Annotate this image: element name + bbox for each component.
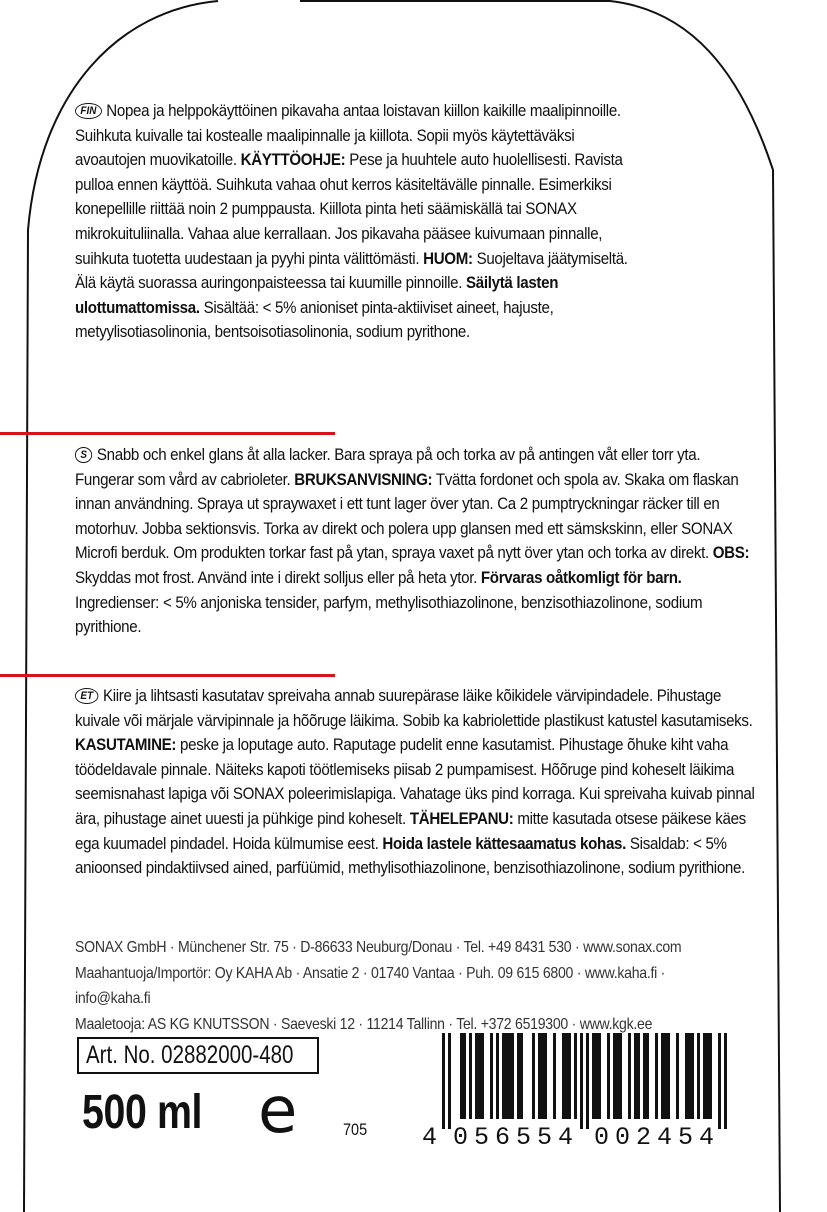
- barcode-bar: [598, 1033, 601, 1119]
- barcode-bar: [685, 1033, 688, 1119]
- swe-warning: Förvaras oåtkomligt för barn.: [480, 567, 682, 587]
- barcode-bar: [442, 1033, 445, 1129]
- barcode-bar: [460, 1033, 463, 1119]
- barcode-bar: [562, 1033, 565, 1119]
- barcode-bar: [520, 1033, 523, 1119]
- barcode-bar: [688, 1033, 691, 1119]
- barcode-bar: [544, 1033, 547, 1119]
- barcode-digit: 5: [678, 1123, 694, 1152]
- barcode-digit: 5: [474, 1123, 490, 1152]
- est-ingredients: Sisaldab: < 5% anioonsed pindaktiivsed ained, parfüümid, methylisothiazolinone, benzisothiazolinone, sodium pyrithione.: [75, 833, 745, 878]
- barcode-bar: [586, 1033, 589, 1129]
- est-note-heading: TÄHELEPANU:: [409, 808, 514, 828]
- est-intro: Kiire ja lihtsasti kasutatav spreivaha annab suurepärase läike kõikidele värvipindadele. Pihustage kuivale või märjale värvipinnale ja hõõruge läikima. Sobib ka kabriolettide plastikust katustel kasutamiseks.: [75, 686, 753, 730]
- est-usage-heading: KASUTAMINE:: [75, 735, 177, 755]
- barcode-digit: 4: [422, 1123, 438, 1152]
- barcode-digit: 0: [594, 1123, 610, 1152]
- barcode-bar: [616, 1033, 619, 1119]
- barcode-bar: [568, 1033, 571, 1119]
- barcode-digits: [418, 1125, 750, 1153]
- barcode-digit: 2: [636, 1123, 652, 1152]
- barcode-bar: [478, 1033, 481, 1119]
- barcode-bar: [463, 1033, 466, 1119]
- barcode-bar: [667, 1033, 670, 1119]
- barcode-bar: [511, 1033, 514, 1119]
- section-divider-red: [0, 674, 335, 677]
- barcode-bar: [553, 1033, 556, 1119]
- barcode-bar: [532, 1033, 535, 1119]
- barcode-bar: [538, 1033, 541, 1119]
- barcode-bar: [517, 1033, 520, 1119]
- fin-intro: Nopea ja helppokäyttöinen pikavaha antaa loistavan kiillon kaikille maalipinnoille. Suihkuta kuivalle tai kostealle maalipinnalle ja kiillota. Sopii myös käytettäväksi avoautojen muovikatoille.: [75, 101, 621, 170]
- barcode-bar: [709, 1033, 712, 1119]
- distributor-line: Maaletooja: AS KG KNUTSSON · Saeveski 12 · 11214 Tallinn · Tel. +372 6519300 · www.kgk.ee: [75, 1015, 653, 1033]
- batch-code: 705: [343, 1120, 368, 1139]
- est-note: mitte kasutada otsese päikese käes ega kuumadel pindadel. Hoida külmumise eest.: [75, 808, 746, 853]
- barcode-digit: 5: [537, 1123, 553, 1152]
- barcode-bar: [706, 1033, 709, 1119]
- barcode-bar: [448, 1033, 451, 1129]
- barcode-bar: [646, 1033, 649, 1119]
- barcode-bar: [481, 1033, 484, 1119]
- finnish-text-block: [75, 99, 647, 345]
- barcode-digit: 5: [516, 1123, 532, 1152]
- company-info: [75, 935, 744, 1037]
- barcode: [418, 1033, 750, 1152]
- fin-note-heading: HUOM:: [423, 248, 473, 268]
- barcode-bar: [508, 1033, 511, 1119]
- est-usage: peske ja loputage auto. Raputage pudelit enne kasutamist. Pihustage õhuke kiht vaha töödeldavale pinnale. Näiteks kapoti töötlemiseks piisab 2 pumpamisest. Hõõruge pind koheselt läikima seemisnahast lapiga või SONAX poleerimislapiga. Vahatage üks pind korraga. Kui spreivaha kuivab pinnal ära, pihustage ainet uuesti ja pühkige pind koheselt.: [75, 735, 755, 828]
- barcode-bar: [724, 1033, 727, 1129]
- swe-note-heading: OBS:: [712, 543, 750, 563]
- barcode-digit: 0: [453, 1123, 469, 1152]
- barcode-bar: [691, 1033, 694, 1119]
- manufacturer-line: SONAX GmbH · Münchener Str. 75 · D-86633 Neuburg/Donau · Tel. +49 8431 530 · www.sonax.com: [75, 939, 682, 956]
- barcode-bar: [697, 1033, 700, 1119]
- barcode-bar: [613, 1033, 616, 1119]
- volume-label: 500 ml: [82, 1086, 203, 1139]
- swe-ingredients: Ingredienser: < 5% anjoniska tensider, parfym, methylisothiazolinone, benzisothiazolinone, sodium pyrithione.: [75, 592, 703, 637]
- barcode-bar: [634, 1033, 637, 1119]
- barcode-bar: [475, 1033, 478, 1119]
- swe-usage-heading: BRUKSANVISNING:: [294, 469, 433, 489]
- barcode-bar: [661, 1033, 664, 1119]
- swe-note: Skyddas mot frost. Använd inte i direkt solljus eller på heta ytor.: [75, 567, 481, 587]
- barcode-bar: [664, 1033, 667, 1119]
- barcode-bar: [541, 1033, 544, 1119]
- language-badge-swe: S: [75, 447, 92, 463]
- barcode-digit: 0: [615, 1123, 631, 1152]
- language-badge-est: ET: [75, 688, 98, 704]
- swedish-text-block: [75, 443, 757, 640]
- barcode-digit: 4: [699, 1123, 715, 1152]
- est-warning: Hoida lastele kättesaamatus kohas.: [382, 833, 627, 853]
- estonian-text-block: [75, 684, 768, 881]
- language-badge-fin: FIN: [75, 103, 102, 119]
- barcode-bar: [643, 1033, 646, 1119]
- barcode-bar: [565, 1033, 568, 1119]
- barcode-bar: [580, 1033, 583, 1129]
- fin-ingredients: Sisältää: < 5% anioniset pinta-aktiiviset aineet, hajuste, metyylisotiasolinonia, bentsoisotiasolinonia, sodium pyrithone.: [75, 297, 554, 342]
- barcode-bar: [496, 1033, 499, 1119]
- barcode-bar: [505, 1033, 508, 1119]
- fin-note: Suojeltava jäätymiseltä. Älä käytä suorassa auringonpaisteessa tai kuumille pinnoille.: [75, 248, 628, 293]
- barcode-bar: [574, 1033, 577, 1119]
- barcode-digit: 4: [558, 1123, 574, 1152]
- swe-usage: Tvätta fordonet och spola av. Skaka om flaskan innan användning. Spraya ut spraywaxet i ett tunt lager över ytan. Ca 2 pumptryckningar räcker till en motorhuv. Jobba sektionsvis. Torka av direkt och polera upp glansen med ett sämskskinn, eller SONAX Microfi berduk. Om produkten torkar fast på ytan, spraya vaxet på nytt över ytan och torka av direkt.: [75, 469, 739, 563]
- barcode-digit: 6: [495, 1123, 511, 1152]
- barcode-digit: 4: [657, 1123, 673, 1152]
- swe-intro: Snabb och enkel glans åt alla lacker. Bara spraya på och torka av på antingen våt eller torr yta. Fungerar som vård av cabrioleter.: [75, 445, 701, 489]
- barcode-bar: [637, 1033, 640, 1119]
- estimated-sign-icon: e: [258, 1074, 298, 1148]
- barcode-bar: [718, 1033, 721, 1129]
- barcode-bar: [502, 1033, 505, 1119]
- section-divider-red: [0, 432, 335, 435]
- barcode-bar: [469, 1033, 472, 1119]
- article-number: Art. No. 02882000-480: [86, 1041, 294, 1069]
- fin-usage: Pese ja huuhtele auto huolellisesti. Ravista pulloa ennen käyttöä. Suihkuta vahaa ohut kerros käsiteltävälle pinnalle. Esimerkiksi konepellille riittää noin 2 pumppausta. Kiillota pinta heti säämiskällä tai SONAX mikrokuituliinalla. Vahaa alue kerrallaan. Jos pikavaha pääsee kuivumaan pinnalle, suihkuta tuotetta uudestaan ja pyyhi pinta välittömästi.: [75, 150, 623, 268]
- barcode-bar: [628, 1033, 631, 1119]
- barcode-bar: [676, 1033, 679, 1119]
- barcode-bar: [703, 1033, 706, 1119]
- barcode-bar: [607, 1033, 610, 1119]
- barcode-bar: [595, 1033, 598, 1119]
- barcode-bars: [418, 1033, 750, 1129]
- barcode-bar: [619, 1033, 622, 1119]
- fin-warning: Säilytä lasten ulottumattomissa.: [75, 273, 559, 317]
- fin-usage-heading: KÄYTTÖOHJE:: [240, 150, 346, 170]
- barcode-bar: [655, 1033, 658, 1119]
- barcode-bar: [592, 1033, 595, 1119]
- importer-line: Maahantuoja/Importör: Oy KAHA Ab · Ansatie 2 · 01740 Vantaa · Puh. 09 615 6800 · www.kaha.fi · info@kaha.fi: [75, 964, 666, 1007]
- barcode-bar: [490, 1033, 493, 1119]
